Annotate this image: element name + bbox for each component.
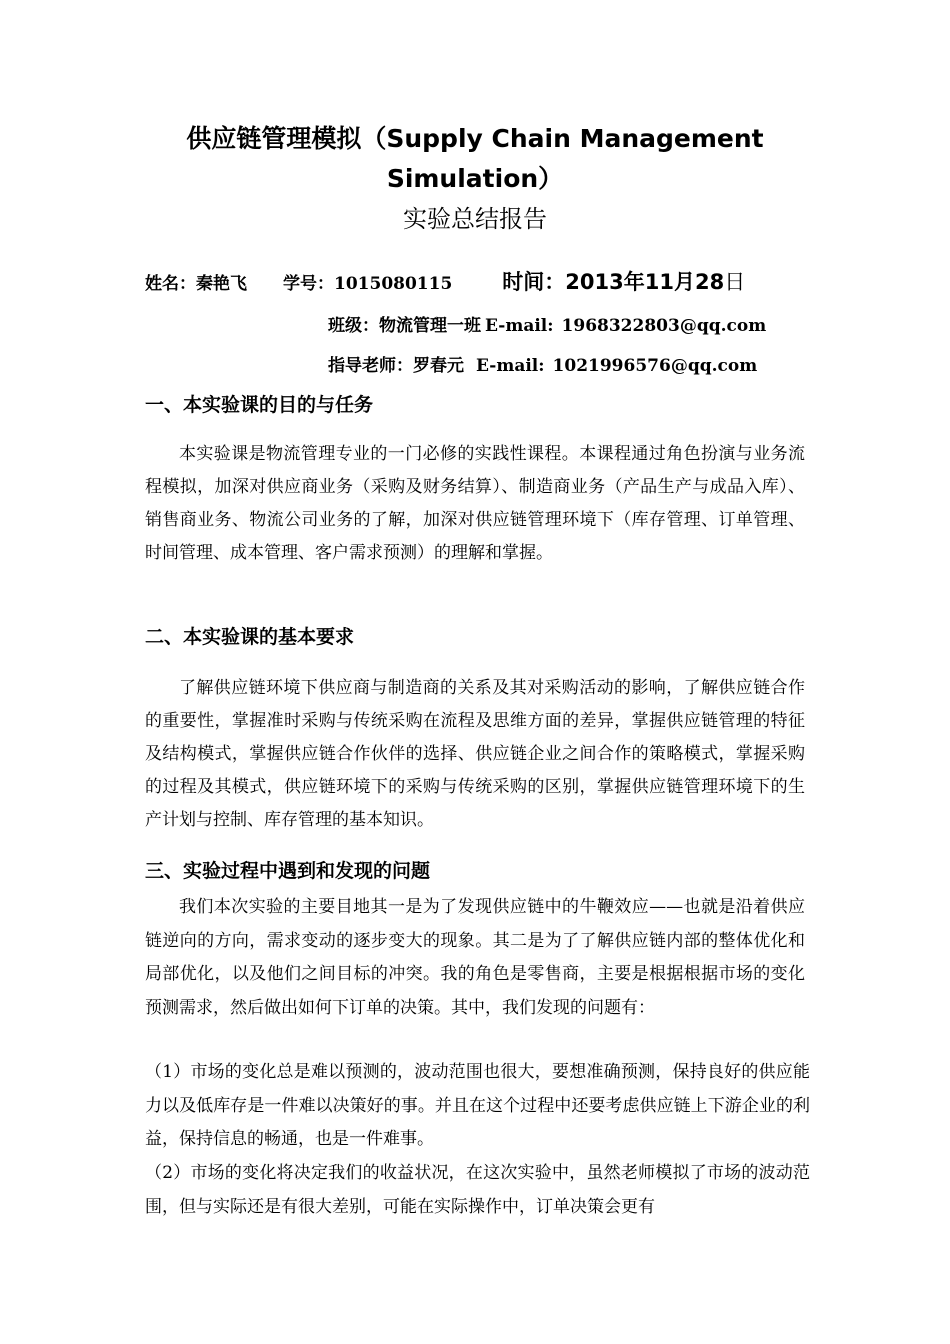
class-name: 物流管理一班 xyxy=(379,316,481,336)
email-label-student: E-mail: xyxy=(485,316,554,336)
section-heading-requirements: 二、本实验课的基本要求 xyxy=(145,626,355,648)
date-year: 2013 xyxy=(565,270,624,294)
teacher-name: 罗春元 xyxy=(413,356,464,376)
report-subtitle: 实验总结报告 xyxy=(403,205,547,233)
name-label: 姓名： xyxy=(145,274,196,294)
teacher-label: 指导老师： xyxy=(328,356,413,376)
info-row-teacher-email xyxy=(328,351,757,376)
student-id: 1015080115 xyxy=(334,274,453,294)
date-month-unit: 月 xyxy=(673,269,695,294)
report-title-line-2: Simulation） xyxy=(386,164,564,193)
student-name: 秦艳飞 xyxy=(196,274,247,294)
class-label: 班级： xyxy=(328,316,379,336)
problem-item-1: （1）市场的变化总是难以预测的，波动范围也很大，要想准确预测，保持良好的供应能力以及低库存是一件难以决策好的事。并且在这个过程中还要考虑供应链上下游企业的利益，保持信息的畅通，也是一件难事。 xyxy=(145,1062,810,1149)
email-student: 1968322803@qq.com xyxy=(561,316,767,336)
date-month: 11 xyxy=(644,270,674,294)
report-title-line-1: 供应链管理模拟（Supply Chain Management xyxy=(186,124,764,153)
time-label: 时间： xyxy=(502,269,566,294)
email-label-teacher: E-mail: xyxy=(476,356,545,376)
section-heading-purpose: 一、本实验课的目的与任务 xyxy=(145,394,374,416)
problem-item-2: （2）市场的变化将决定我们的收益状况，在这次实验中，虽然老师模拟了市场的波动范围，但与实际还是有很大差别，可能在实际操作中，订单决策会更有 xyxy=(145,1163,810,1217)
section-body-requirements: 了解供应链环境下供应商与制造商的关系及其对采购活动的影响，了解供应链合作的重要性，掌握准时采购与传统采购在流程及思维方面的差异，掌握供应链管理的特征及结构模式，掌握供应链合作伙伴的选择、供应链企业之间合作的策略模式，掌握采购的过程及其模式，供应链环境下的采购与传统采购的区别，掌握供应链管理环境下的生产计划与控制、库存管理的基本知识。 xyxy=(145,678,805,830)
date-year-unit: 年 xyxy=(623,269,645,294)
date-day: 28 xyxy=(694,270,725,294)
section-body-problems: 我们本次实验的主要目地其一是为了发现供应链中的牛鞭效应——也就是沿着供应链逆向的方向，需求变动的逐步变大的现象。其二是为了了解供应链内部的整体优化和局部优化，以及他们之间目标的冲突。我的角色是零售商，主要是根据根据市场的变化预测需求，然后做出如何下订单的决策。其中，我们发现的问题有： xyxy=(145,897,805,1018)
email-teacher: 1021996576@qq.com xyxy=(552,356,758,376)
section-body-purpose: 本实验课是物流管理专业的一门必修的实践性课程。本课程通过角色扮演与业务流程模拟，加深对供应商业务（采购及财务结算）、制造商业务（产品生产与成品入库）、销售商业务、物流公司业务的了解，加深对供应链管理环境下（库存管理、订单管理、时间管理、成本管理、客户需求预测）的理解和掌握。 xyxy=(145,444,805,563)
date-day-unit: 日 xyxy=(724,270,746,294)
section-heading-problems: 三、实验过程中遇到和发现的问题 xyxy=(145,860,431,882)
info-row-name-id-time xyxy=(145,266,745,296)
student-id-label: 学号： xyxy=(283,274,334,294)
info-row-class-email xyxy=(328,311,766,336)
